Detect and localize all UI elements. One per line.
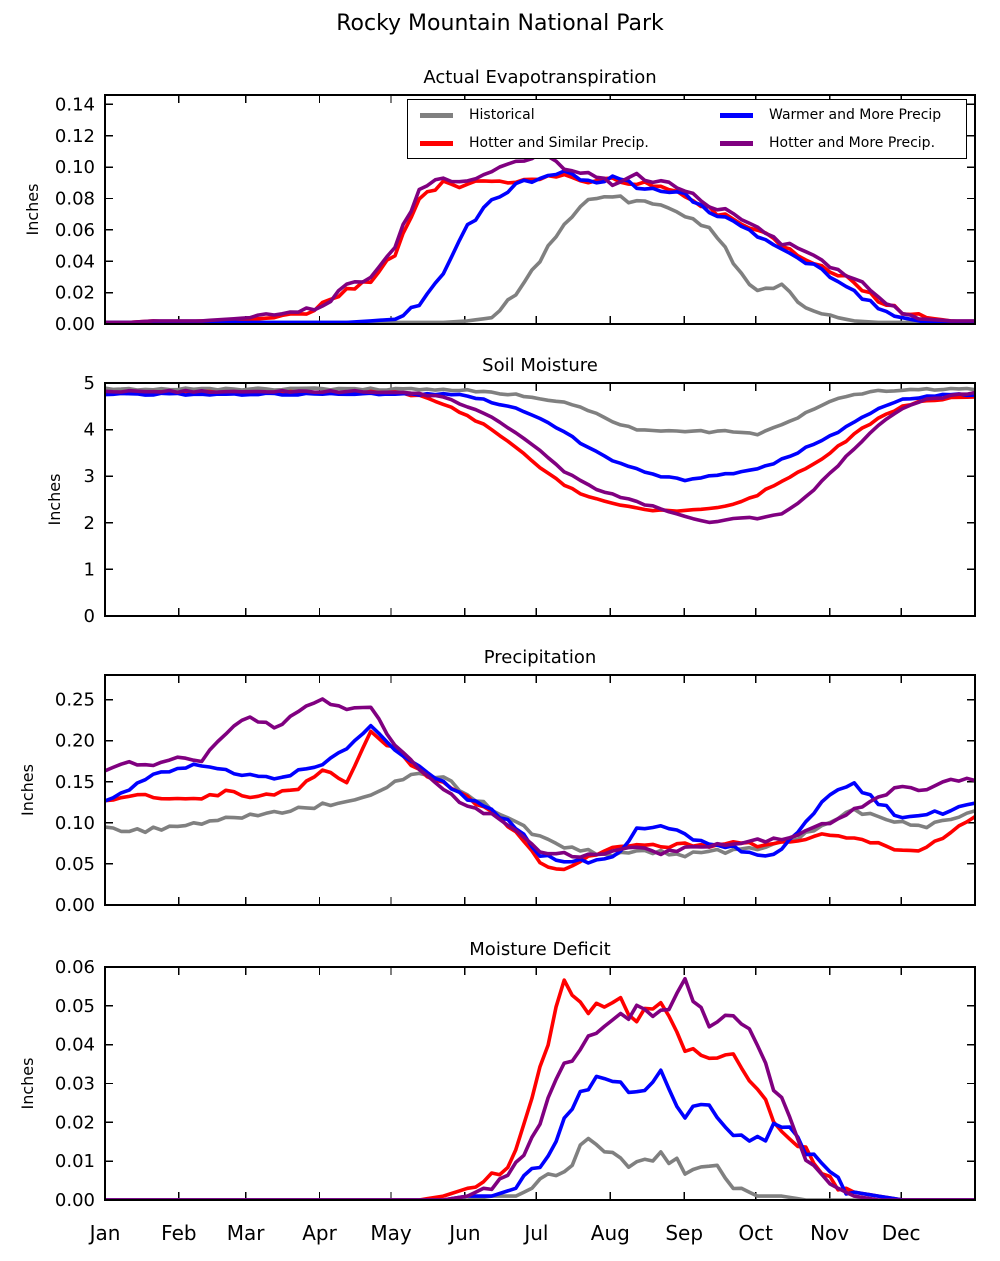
- legend-label: Warmer and More Precip: [769, 107, 942, 123]
- y-tick-label: 0.12: [54, 125, 95, 147]
- y-tick-label: 0.20: [54, 730, 95, 752]
- series-lines: [105, 979, 975, 1200]
- y-tick-label: 0.01: [54, 1151, 95, 1173]
- y-tick-label: 0.06: [54, 957, 95, 978]
- x-tick-label-month: Nov: [810, 1221, 850, 1245]
- x-tick-label-month: Mar: [226, 1221, 265, 1245]
- legend-label: Historical: [469, 107, 535, 123]
- y-tick-label: 0.08: [54, 188, 95, 210]
- panel-title-evapotranspiration: Actual Evapotranspiration: [423, 67, 657, 88]
- x-tick-label-month: Jan: [89, 1221, 121, 1245]
- figure-title: Rocky Mountain National Park: [336, 11, 664, 36]
- panel-title-moisture-deficit: Moisture Deficit: [469, 939, 611, 960]
- series-lines: [105, 699, 975, 869]
- panel-title-precipitation: Precipitation: [483, 647, 597, 668]
- legend-entry-hotter-similar: [416, 135, 716, 151]
- x-tick-label-month: Dec: [881, 1221, 921, 1245]
- x-tick-label-month: Oct: [738, 1221, 774, 1245]
- historical-line-swatch: [420, 113, 453, 118]
- y-tick-label: 0.00: [54, 314, 95, 335]
- x-tick-label-month: May: [370, 1221, 412, 1245]
- x-tick-label-month: Jul: [524, 1221, 549, 1245]
- y-tick-label: 0.04: [54, 1034, 95, 1056]
- y-tick-label: 0.00: [54, 895, 95, 916]
- x-tick-label-month: Apr: [302, 1221, 337, 1245]
- series-lines: [105, 388, 975, 522]
- series-line-hotter-and-similar-precip: [105, 175, 975, 323]
- x-tick-label-month: Sep: [665, 1221, 704, 1245]
- x-tick-label-month: Aug: [590, 1221, 630, 1245]
- legend-entry-historical: [416, 107, 716, 123]
- legend-label: Hotter and Similar Precip.: [469, 135, 649, 151]
- y-tick-label: 0.05: [54, 995, 95, 1017]
- x-tick-label-month: Feb: [161, 1221, 197, 1245]
- y-tick-label: 0.25: [54, 689, 95, 711]
- series-line-warmer-and-more-precip: [105, 171, 975, 322]
- y-tick-label: 0.05: [54, 853, 95, 875]
- hotter-similar-line-swatch: [420, 141, 453, 146]
- legend-entry-hotter-more: [716, 135, 958, 151]
- panel-1: [45, 373, 975, 627]
- series-lines: [105, 153, 975, 322]
- y-axis-label: Inches: [23, 183, 42, 236]
- y-tick-label: 2: [83, 512, 95, 534]
- y-tick-label: 0.04: [54, 251, 95, 273]
- y-tick-label: 0.03: [54, 1073, 95, 1095]
- legend-label: Hotter and More Precip.: [769, 135, 936, 151]
- hotter-more-line-swatch: [720, 141, 753, 146]
- y-tick-label: 0.02: [54, 1112, 95, 1134]
- y-tick-label: 0.00: [54, 1190, 95, 1211]
- y-axis-label: Inches: [45, 473, 64, 526]
- series-line-hotter-and-more-precip: [105, 699, 975, 857]
- panel-3: [18, 957, 975, 1245]
- series-line-historical: [105, 196, 975, 322]
- y-tick-label: 0: [83, 606, 95, 627]
- y-tick-label: 0.02: [54, 282, 95, 304]
- warmer-more-line-swatch: [720, 113, 753, 118]
- panel-2: [18, 675, 975, 916]
- y-tick-label: 0.10: [54, 157, 95, 179]
- panel-title-soil-moisture: Soil Moisture: [482, 355, 598, 376]
- y-tick-label: 0.15: [54, 771, 95, 793]
- y-axis-label: Inches: [18, 1057, 37, 1110]
- y-tick-label: 5: [83, 373, 95, 394]
- y-tick-label: 4: [83, 419, 95, 441]
- y-tick-label: 0.06: [54, 219, 95, 241]
- series-line-hotter-and-more-precip: [105, 391, 975, 523]
- legend: [407, 99, 967, 159]
- legend-entry-warmer-more: [716, 107, 958, 123]
- panel-frame: [105, 675, 975, 905]
- y-tick-label: 1: [83, 559, 95, 581]
- y-tick-label: 0.14: [54, 94, 95, 116]
- x-tick-label-month: Jun: [449, 1221, 481, 1245]
- y-tick-label: 0.10: [54, 812, 95, 834]
- y-tick-label: 3: [83, 466, 95, 488]
- y-axis-label: Inches: [18, 764, 37, 816]
- series-line-hotter-and-similar-precip: [105, 731, 975, 869]
